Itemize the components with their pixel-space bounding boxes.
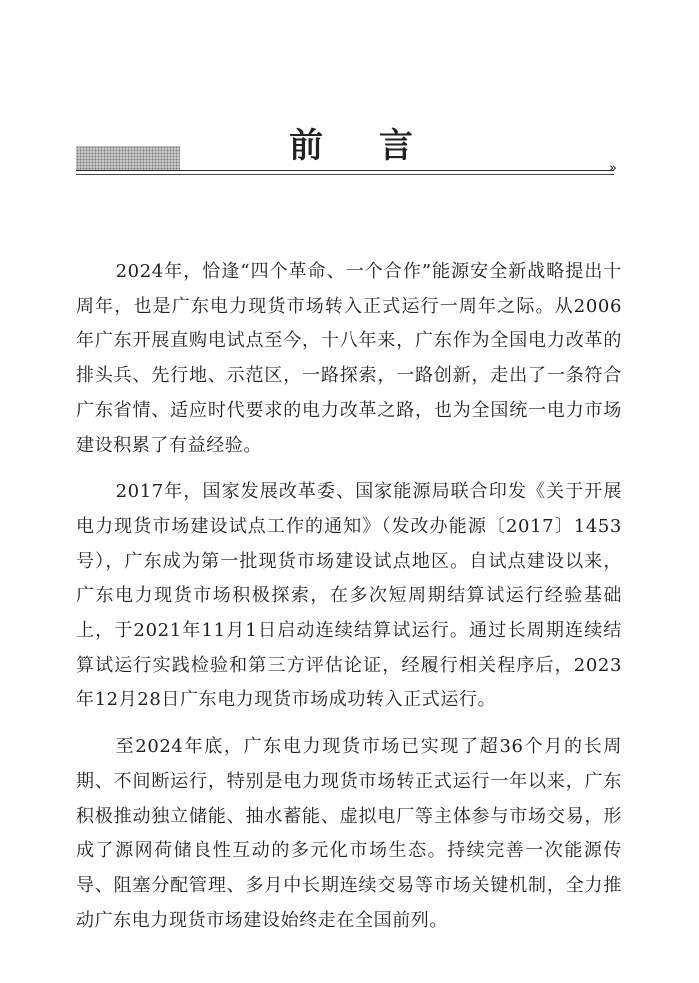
- page-title: 前 言: [289, 126, 435, 166]
- paragraph-1: 2024年，恰逢“四个革命、一个合作”能源安全新战略提出十周年，也是广东电力现货市场转入正式运行一周年之际。从2006年广东开展直购电试点至今，十八年来，广东作为全国电力改革的排头兵、先行地、示范区，一路探索，一路创新，走出了一条符合广东省情、适应时代要求的电力改革之路，也为全国统一电力市场建设积累了有益经验。: [76, 261, 622, 456]
- double-arrow-icon: »: [609, 161, 617, 176]
- header-rule: [76, 170, 614, 171]
- header-rule-secondary: [76, 174, 614, 175]
- paragraph-3: 至2024年底，广东电力现货市场已实现了超36个月的长周期、不间断运行，特别是电力现货市场转正式运行一年以来，广东积极推动独立储能、抽水蓄能、虚拟电厂等主体参与市场交易，形成了源网荷储良性互动的多元化市场生态。持续完善一次能源传导、阻塞分配管理、多月中长期连续交易等市场关键机制，全力推动广东电力现货市场建设始终走在全国前列。: [76, 736, 622, 931]
- preface-body: [76, 255, 622, 950]
- paragraph-2: 2017年，国家发展改革委、国家能源局联合印发《关于开展电力现货市场建设试点工作的通知》（发改办能源〔2017〕1453号），广东成为第一批现货市场建设试点地区。自试点建设以来，广东电力现货市场积极探索，在多次短周期结算试运行经验基础上，于2021年11月1日启动连续结算试运行。通过长周期连续结算试运行实践检验和第三方评估论证，经履行相关程序后，2023年12月28日广东电力现货市场成功转入正式运行。: [76, 481, 622, 711]
- header-dotted-block: [76, 146, 180, 170]
